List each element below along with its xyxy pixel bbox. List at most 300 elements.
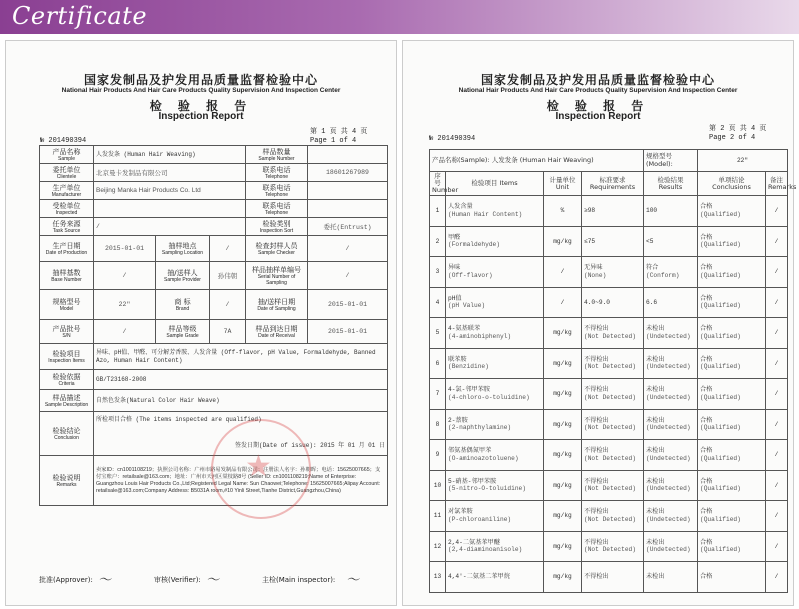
page-indicator-en: Page 1 of 4 (310, 137, 357, 145)
result-cell (644, 531, 698, 562)
result-cell (430, 287, 446, 318)
cell-text: (O-aminoazotoluene) (448, 454, 519, 462)
cell-label: 联系电话 Telephone (246, 164, 308, 182)
result-cell (582, 470, 644, 501)
result-cell (644, 409, 698, 440)
cell-label: 产品批号 S/N (40, 320, 94, 344)
cell-text: 未检出 (646, 386, 665, 394)
result-cell (698, 196, 766, 227)
cell-value: 22" (94, 290, 156, 320)
result-cell (430, 257, 446, 288)
result-cell (766, 531, 788, 562)
cell-text: mg/kg (553, 390, 572, 397)
cell-text: 6 (435, 359, 440, 367)
result-cell (446, 409, 544, 440)
cell-text: / (774, 207, 779, 214)
cell-text: (Undetected) (646, 485, 691, 493)
cell-label: 抽样地点 Sampling Location (156, 236, 210, 262)
cell-value: 2015-01-01 (308, 320, 388, 344)
cell-text: 人发含量 (448, 203, 473, 211)
result-cell (698, 531, 766, 562)
cell-label: 抽/送样人 Sample Provider (156, 262, 210, 290)
result-cell (582, 287, 644, 318)
column-header: 单项结论 Conclusions (698, 172, 766, 196)
cell-text: 未检出 (646, 355, 665, 363)
cell-text: (Conform) (646, 271, 680, 279)
cell-text: (Qualified) (700, 363, 741, 371)
cell-label: 样品到达日期 Date of Receival (246, 320, 308, 344)
sample-name-cell: 产品名称(Sample): 人发发条 (Human Hair Weaving) (430, 150, 644, 172)
cell-text: ≤75 (584, 237, 596, 245)
cell-text: 9 (435, 451, 440, 458)
cell-label: 产品名称 Sample (40, 146, 94, 164)
cell-text: 5 (435, 329, 440, 336)
result-cell (446, 470, 544, 501)
report-number: № 201490394 (40, 137, 87, 145)
cell-text: (Undetected) (646, 515, 691, 523)
result-cell (544, 531, 582, 562)
cell-text: 13 (433, 573, 442, 580)
cell-label: 样品等级 Sample Grade (156, 320, 210, 344)
result-cell (644, 501, 698, 532)
cell-text: / (774, 451, 779, 458)
cell-text: (Qualified) (700, 424, 741, 432)
result-cell (582, 440, 644, 471)
cell-value: 2015-01-01 (94, 236, 156, 262)
cell-text: 联苯胺 (448, 355, 467, 363)
cell-text: 合格 (700, 203, 713, 211)
cell-text: 合格 (700, 386, 713, 394)
model-label-cell: 规格型号(Model): (644, 150, 698, 172)
cell-text: 合格 (700, 447, 713, 455)
result-row (430, 440, 788, 471)
cell-text: 不得检出 (584, 386, 609, 394)
cell-label: 检验项目 Inspection Items (40, 344, 94, 370)
cell-value: / (210, 236, 246, 262)
result-cell (698, 287, 766, 318)
cell-text: / (774, 390, 779, 397)
cell-text: (Qualified) (700, 515, 741, 523)
cell-label: 检查封样人员 Sample Checker (246, 236, 308, 262)
table-row (40, 320, 388, 344)
cell-text: 对氯苯胺 (448, 508, 473, 516)
cell-text: 合格 (700, 573, 713, 580)
result-row (430, 196, 788, 227)
cell-text: <5 (646, 237, 654, 245)
cell-text: pH值 (448, 294, 462, 302)
cell-text: (Qualified) (700, 485, 741, 493)
cell-text: 未检出 (646, 573, 665, 580)
result-cell (766, 318, 788, 349)
report-page-2 (402, 40, 797, 606)
result-cell (582, 501, 644, 532)
cell-text: (None) (584, 271, 607, 279)
result-row (430, 409, 788, 440)
cell-text: (pH Value) (448, 302, 486, 310)
result-row (430, 318, 788, 349)
result-cell (582, 409, 644, 440)
cell-text: (Qualified) (700, 393, 741, 401)
result-cell (582, 531, 644, 562)
cell-text: / (774, 512, 779, 519)
cell-label: 样品描述 Sample Description (40, 390, 94, 412)
column-header: 标准要求 Requirements (582, 172, 644, 196)
cell-text: mg/kg (553, 573, 572, 580)
cell-value: 孙伟朝 (210, 262, 246, 290)
table-row (40, 412, 388, 456)
center-title-cn: 国家发制品及护发用品质量监督检验中心 (480, 73, 715, 87)
result-cell (446, 348, 544, 379)
cell-text: (Not Detected) (584, 485, 636, 493)
result-row (430, 287, 788, 318)
cell-label: 检验依据 Criteria (40, 370, 94, 390)
cell-label: 检验类别 Inspection Sort (246, 218, 308, 236)
result-cell (544, 318, 582, 349)
cell-text: (Off-flavor) (448, 271, 493, 279)
cell-label: 规格型号 Model (40, 290, 94, 320)
cell-text: (Qualified) (700, 302, 741, 310)
cell-text: 邻氨基偶氮甲苯 (448, 447, 492, 455)
cell-text: (4-chloro-o-toluidine) (448, 393, 530, 401)
column-header: 计量单位 Unit (544, 172, 582, 196)
cell-text: (Qualified) (700, 454, 741, 462)
cell-text: 未检出 (646, 477, 665, 485)
cell-text: / (774, 542, 779, 550)
report-page-1 (5, 40, 397, 606)
result-row (430, 379, 788, 410)
cell-label: 检验说明 Remarks (40, 456, 94, 506)
cell-value (94, 200, 246, 218)
result-cell (544, 562, 582, 593)
report-title-en: Inspection Report (555, 111, 641, 122)
certificate-banner (0, 0, 799, 34)
cell-label: 联系电话 Telephone (246, 200, 308, 218)
result-cell (766, 257, 788, 288)
report-number: № 201490394 (429, 135, 476, 143)
cell-value: Beijing Manka Hair Products Co. Ltd (94, 182, 246, 200)
cell-label: 样品抽样单编号 Serial Number of Sampling (246, 262, 308, 290)
cell-text: 100 (646, 207, 658, 214)
cell-text: 11 (433, 512, 442, 519)
cell-text: (Human Hair Content) (448, 210, 523, 218)
cell-label: 受检单位 Inspected (40, 200, 94, 218)
column-header: 备注 Remarks (766, 172, 788, 196)
result-cell (698, 440, 766, 471)
result-cell (446, 226, 544, 257)
result-cell (430, 409, 446, 440)
results-body (430, 196, 788, 593)
cell-label: 样品数量 Sample Number (246, 146, 308, 164)
cell-text: 甲醛 (448, 233, 461, 241)
cell-text: 4-氯-邻甲苯胺 (448, 386, 491, 394)
cell-text: 合格 (700, 294, 713, 302)
center-title-en: National Hair Products And Hair Care Products Quality Supervision And Inspection Center (458, 87, 738, 94)
result-row (430, 226, 788, 257)
cell-value (308, 146, 388, 164)
cell-text: (Not Detected) (584, 454, 636, 462)
result-cell (446, 531, 544, 562)
result-cell (698, 348, 766, 379)
main-inspector-label: 主检(Main inspector): (262, 576, 336, 584)
result-cell (582, 379, 644, 410)
result-cell (544, 348, 582, 379)
cell-text: 符合 (646, 264, 659, 272)
cell-text: (P-chloroaniline) (448, 515, 512, 523)
cell-text: 8 (435, 420, 440, 428)
cell-text: mg/kg (553, 329, 572, 336)
result-cell (582, 318, 644, 349)
cell-label: 商 标 Brand (156, 290, 210, 320)
result-cell (698, 562, 766, 593)
cell-value: / (94, 262, 156, 290)
result-cell (430, 440, 446, 471)
cell-value: / (94, 218, 246, 236)
cell-text: mg/kg (553, 451, 572, 458)
result-cell (644, 257, 698, 288)
result-cell (698, 226, 766, 257)
column-header-row (430, 172, 788, 196)
cell-text: mg/kg (553, 359, 572, 367)
cell-text: (Not Detected) (584, 393, 636, 401)
table-row (40, 200, 388, 218)
result-cell (544, 470, 582, 501)
cell-text: 5-硝基-邻甲苯胺 (448, 477, 497, 485)
cell-text: / (560, 298, 565, 306)
cell-text: (Not Detected) (584, 546, 636, 554)
cell-text: 不得检出 (584, 416, 609, 424)
result-cell (430, 196, 446, 227)
cell-text: / (774, 237, 779, 245)
result-row (430, 257, 788, 288)
column-header: 检验项目 Items (446, 172, 544, 196)
result-cell (766, 409, 788, 440)
cell-text: 不得检出 (584, 508, 609, 516)
cell-value: 18601267989 (308, 164, 388, 182)
cell-text: 4 (435, 298, 440, 306)
cell-text: (Not Detected) (584, 332, 636, 340)
cell-text: (Qualified) (700, 271, 741, 279)
model-value-cell: 22" (698, 150, 788, 172)
result-cell (766, 287, 788, 318)
result-cell (644, 562, 698, 593)
cell-text: (Not Detected) (584, 424, 636, 432)
cell-text: % (560, 207, 565, 214)
cell-label: 委托单位 Clientele (40, 164, 94, 182)
cell-text: (Undetected) (646, 546, 691, 554)
result-cell (766, 501, 788, 532)
center-title-cn: 国家发制品及护发用品质量监督检验中心 (83, 73, 318, 87)
cell-text: (Undetected) (646, 424, 691, 432)
table-row (40, 370, 388, 390)
cell-text: / (774, 420, 779, 428)
cell-text: (2-naphthylamine) (448, 424, 512, 432)
result-cell (446, 501, 544, 532)
page-indicator-en: Page 2 of 4 (709, 134, 756, 142)
cell-text: (4-aminobiphenyl) (448, 332, 512, 340)
cell-text: (2,4-diaminoanisole) (448, 546, 523, 554)
cell-text: mg/kg (553, 512, 572, 519)
cell-value: / (210, 290, 246, 320)
cell-text: (Qualified) (700, 332, 741, 340)
cell-text: 4-氨基联苯 (448, 325, 481, 333)
result-cell (582, 348, 644, 379)
cell-text: 合格 (700, 264, 713, 272)
cell-text: 合格 (700, 325, 713, 333)
cell-label: 生产日期 Date of Production (40, 236, 94, 262)
result-cell (446, 562, 544, 593)
cell-text: mg/kg (553, 481, 572, 489)
cell-text: 合格 (700, 477, 713, 485)
approver-signature: 〜 (98, 573, 112, 588)
cell-text: (Qualified) (700, 210, 741, 218)
result-cell (766, 226, 788, 257)
result-cell (644, 440, 698, 471)
cell-text: / (774, 481, 779, 489)
result-row (430, 348, 788, 379)
result-cell (544, 287, 582, 318)
result-cell (582, 196, 644, 227)
banner-title: Certificate (12, 2, 148, 30)
report-title-en: Inspection Report (158, 111, 244, 122)
table-row (40, 290, 388, 320)
cell-text: 合格 (700, 538, 713, 546)
cell-text: (Undetected) (646, 332, 691, 340)
cell-text: 未检出 (646, 538, 665, 546)
column-header: 检验结果 Results (644, 172, 698, 196)
cell-value: / (94, 320, 156, 344)
result-cell (430, 531, 446, 562)
cell-text: (Undetected) (646, 363, 691, 371)
cell-text: 合格 (700, 233, 713, 241)
cell-label: 检验结论 Conclusion (40, 412, 94, 456)
cell-label: 联系电话 Telephone (246, 182, 308, 200)
cell-text: / (774, 329, 779, 336)
result-cell (446, 318, 544, 349)
cell-text: 7 (435, 390, 440, 397)
result-row (430, 562, 788, 593)
table-row (40, 456, 388, 506)
cell-text: 合格 (700, 508, 713, 516)
cell-text: / (774, 268, 779, 275)
result-cell (698, 318, 766, 349)
result-cell (766, 379, 788, 410)
result-cell (544, 226, 582, 257)
cell-text: 不得检出 (584, 538, 609, 546)
cell-value: 2015-01-01 (308, 290, 388, 320)
result-cell (582, 257, 644, 288)
result-cell (544, 379, 582, 410)
cell-label: 生产单位 Manufacturer (40, 182, 94, 200)
cell-value: 委托(Entrust) (308, 218, 388, 236)
result-cell (446, 440, 544, 471)
result-cell (582, 562, 644, 593)
table-row (40, 218, 388, 236)
result-cell (446, 379, 544, 410)
result-cell (430, 379, 446, 410)
result-cell (766, 470, 788, 501)
cell-value: / (308, 262, 388, 290)
report-title-cn: 检 验 报 告 (149, 99, 253, 113)
table-row (40, 236, 388, 262)
result-cell (430, 318, 446, 349)
result-row (430, 501, 788, 532)
conclusion-text: 所检项目合格 (The items inspected are qualified) (96, 416, 262, 423)
result-cell (766, 562, 788, 593)
cell-label: 任务来源 Task Source (40, 218, 94, 236)
cell-text: 不得检出 (584, 325, 609, 333)
cell-text: 不得检出 (584, 573, 609, 580)
center-title-en: National Hair Products And Hair Care Products Quality Supervision And Inspection Center (61, 87, 341, 94)
cell-text: 未检出 (646, 416, 665, 424)
cell-text: 2 (435, 237, 440, 245)
result-cell (644, 287, 698, 318)
cell-text: 未检出 (646, 508, 665, 516)
result-cell (430, 470, 446, 501)
table-row (40, 146, 388, 164)
result-cell (698, 501, 766, 532)
verifier-label: 审核(Verifier): (154, 576, 201, 584)
cell-value: GB/T23168-2008 (94, 370, 388, 390)
approver-label: 批准(Approver): (39, 576, 93, 584)
cell-text: (5-nitro-O-toluidine) (448, 485, 526, 493)
cell-text: (Undetected) (646, 454, 691, 462)
table-row (40, 262, 388, 290)
cell-text: 4,4'-二氨基二苯甲烷 (448, 573, 510, 580)
cell-value (94, 412, 388, 456)
cell-text: (Qualified) (700, 241, 741, 249)
cell-text: (Benzidine) (448, 363, 489, 371)
cell-value: 北京曼卡发制品有限公司 (94, 164, 246, 182)
cell-text: 不得检出 (584, 477, 609, 485)
sample-info-table (39, 145, 388, 506)
cell-text: 未检出 (646, 325, 665, 333)
result-cell (644, 379, 698, 410)
result-cell (644, 348, 698, 379)
result-row (430, 531, 788, 562)
result-cell (766, 196, 788, 227)
cell-text: 合格 (700, 355, 713, 363)
result-cell (582, 226, 644, 257)
result-cell (698, 379, 766, 410)
result-cell (698, 470, 766, 501)
cell-label: 抽/送样日期 Date of Sampling (246, 290, 308, 320)
cell-text: (Undetected) (646, 393, 691, 401)
result-cell (644, 470, 698, 501)
cell-text: / (774, 359, 779, 367)
cell-value: 自然色发条(Natural Color Hair Weave) (94, 390, 388, 412)
cell-value: 人发发条 (Human Hair Weaving) (94, 146, 246, 164)
result-cell (544, 409, 582, 440)
result-cell (766, 440, 788, 471)
cell-text: 4.0~9.0 (584, 298, 610, 306)
cell-text: 不得检出 (584, 447, 609, 455)
cell-text: 无异味 (584, 264, 603, 272)
cell-value: 异味、pH值、甲醛、可分解芳香胺、人发含量 (Off-flavor, pH Value, Formaldehyde, Banned Azo, Human Hair Content) (94, 344, 388, 370)
result-cell (544, 440, 582, 471)
result-cell (430, 226, 446, 257)
report-title-cn: 检 验 报 告 (546, 99, 650, 113)
result-cell (446, 287, 544, 318)
cell-text: (Not Detected) (584, 515, 636, 523)
cell-label: 抽样基数 Base Number (40, 262, 94, 290)
cell-text: / (774, 298, 779, 306)
result-row (430, 470, 788, 501)
table-row (40, 344, 388, 370)
result-cell (698, 257, 766, 288)
result-cell (544, 196, 582, 227)
result-cell (430, 562, 446, 593)
result-cell (446, 196, 544, 227)
